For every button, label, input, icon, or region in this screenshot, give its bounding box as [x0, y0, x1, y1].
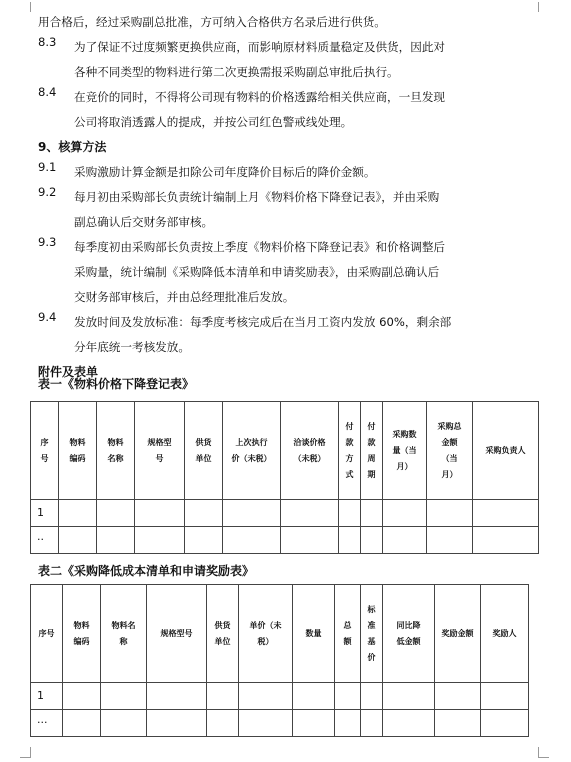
clause-number: 9.2 — [38, 185, 57, 199]
table-cell[interactable] — [361, 527, 383, 554]
table-row — [31, 710, 529, 737]
table-row — [31, 683, 529, 710]
column-header: 洽谈价格 （未税） — [281, 402, 339, 500]
clause-number: 9.1 — [38, 160, 57, 174]
clause-9-1 — [38, 160, 538, 185]
table-cell[interactable] — [293, 683, 335, 710]
table-cell[interactable] — [383, 710, 435, 737]
page-corner-mark — [538, 2, 549, 12]
table-title: 表一《物料价格下降登记表》 — [38, 377, 195, 391]
table-cell[interactable] — [97, 527, 135, 554]
clause-text: 为了保证不过度频繁更换供应商，而影响原材料质量稳定及供货，因此对 — [74, 40, 446, 54]
table-cell[interactable] — [135, 527, 185, 554]
column-header: 规格型 号 — [135, 402, 185, 500]
table-cell[interactable] — [207, 683, 239, 710]
column-header: 同比降 低金额 — [383, 585, 435, 683]
table-cell[interactable] — [339, 500, 361, 527]
column-header: 付 款 方 式 — [339, 402, 361, 500]
table-cell[interactable] — [147, 683, 207, 710]
column-header: 付 款 周 期 — [361, 402, 383, 500]
column-header: 采购数 量（当 月） — [383, 402, 427, 500]
clause-8-4 — [38, 85, 538, 135]
table-cell[interactable] — [383, 683, 435, 710]
attachments-heading: 附件及表单 — [38, 365, 99, 379]
table-header-row — [31, 585, 529, 683]
table-cell[interactable] — [473, 527, 539, 554]
clause-text: 采购量，统计编制《采购降低本清单和申请奖励表》，由采购副总确认后 — [74, 265, 440, 279]
table-cell[interactable] — [435, 683, 481, 710]
table-cell[interactable] — [281, 500, 339, 527]
table-cell[interactable] — [135, 500, 185, 527]
row-number-cell[interactable]: ·· — [31, 527, 59, 554]
column-header: 总 额 — [335, 585, 361, 683]
column-header: 单价（未 税） — [239, 585, 293, 683]
clause-number: 8.4 — [38, 85, 57, 99]
table-cell[interactable] — [59, 500, 97, 527]
table-cell[interactable] — [207, 710, 239, 737]
row-number-cell[interactable]: ··· — [31, 710, 63, 737]
clause-text: 分年底统一考核发放。 — [74, 340, 190, 354]
table-cell[interactable] — [383, 527, 427, 554]
table-cell[interactable] — [101, 710, 147, 737]
clause-text: 公司将取消透露人的提成，并按公司红色警戒线处理。 — [74, 115, 353, 129]
column-header: 上次执行 价（未税） — [223, 402, 281, 500]
table-cell[interactable] — [63, 683, 101, 710]
clause-text: 发放时间及发放标准：每季度考核完成后在当月工资内发放 60%，剩余部 — [74, 315, 452, 329]
clause-text: 每季度初由采购部长负责按上季度《物料价格下降登记表》和价格调整后 — [74, 240, 446, 254]
table-cell[interactable] — [481, 683, 529, 710]
clause-number: 9.4 — [38, 310, 57, 324]
column-header: 供货 单位 — [207, 585, 239, 683]
page-corner-mark — [20, 747, 31, 758]
clause-9-2 — [38, 185, 538, 235]
clause-text: 在竞价的同时，不得将公司现有物料的价格透露给相关供应商，一旦发现 — [74, 90, 446, 104]
clause-text: 每月初由采购部长负责统计编制上月《物料价格下降登记表》，并由采购 — [74, 190, 440, 204]
cost-reduction-reward-table — [30, 584, 529, 737]
column-header: 序 号 — [31, 402, 59, 500]
column-header: 物料名 称 — [101, 585, 147, 683]
column-header: 物料 编码 — [63, 585, 101, 683]
table-row — [31, 527, 539, 554]
table-cell[interactable] — [335, 683, 361, 710]
row-number-cell[interactable]: 1 — [31, 500, 59, 527]
table-cell[interactable] — [185, 500, 223, 527]
clause-number: 8.3 — [38, 35, 57, 49]
table-cell[interactable] — [239, 710, 293, 737]
clause-9-4 — [38, 310, 538, 360]
clause-text: 各种不同类型的物料进行第二次更换需报采购副总审批后执行。 — [74, 65, 399, 79]
table-cell[interactable] — [223, 500, 281, 527]
table-cell[interactable] — [361, 500, 383, 527]
row-number-cell[interactable]: 1 — [31, 683, 63, 710]
clause-9-3 — [38, 235, 538, 310]
clause-text: 采购激励计算金额是扣除公司年度降价目标后的降价金额。 — [74, 165, 376, 179]
column-header: 数量 — [293, 585, 335, 683]
table-cell[interactable] — [335, 710, 361, 737]
column-header: 采购总 金额 （当 月） — [427, 402, 473, 500]
table-cell[interactable] — [63, 710, 101, 737]
table-cell[interactable] — [361, 710, 383, 737]
column-header: 奖励金额 — [435, 585, 481, 683]
column-header: 采购负责人 — [473, 402, 539, 500]
table-cell[interactable] — [59, 527, 97, 554]
paragraph-intro: 用合格后，经过采购副总批准，方可纳入合格供方名录后进行供货。 — [38, 15, 386, 29]
table-cell[interactable] — [361, 683, 383, 710]
table-cell[interactable] — [101, 683, 147, 710]
column-header: 供货 单位 — [185, 402, 223, 500]
section-heading: 9、核算方法 — [38, 140, 107, 154]
column-header: 物料 名称 — [97, 402, 135, 500]
table-cell[interactable] — [239, 683, 293, 710]
table-cell[interactable] — [281, 527, 339, 554]
document-body — [38, 10, 538, 385]
table-header-row — [31, 402, 539, 500]
page-corner-mark — [20, 2, 31, 12]
price-reduction-register-table — [30, 401, 539, 554]
table-cell[interactable] — [185, 527, 223, 554]
table-cell[interactable] — [473, 500, 539, 527]
page-corner-mark — [538, 747, 549, 758]
column-header: 序号 — [31, 585, 63, 683]
table-cell[interactable] — [427, 500, 473, 527]
table-cell[interactable] — [293, 710, 335, 737]
clause-8-3 — [38, 35, 538, 85]
table-cell[interactable] — [339, 527, 361, 554]
column-header: 规格型号 — [147, 585, 207, 683]
clause-text: 副总确认后交财务部审核。 — [74, 215, 214, 229]
table-cell[interactable] — [435, 710, 481, 737]
clause-text: 交财务部审核后，并由总经理批准后发放。 — [74, 290, 295, 304]
table-cell[interactable] — [147, 710, 207, 737]
column-header: 奖励人 — [481, 585, 529, 683]
column-header: 物料 编码 — [59, 402, 97, 500]
table-cell[interactable] — [223, 527, 281, 554]
table-title: 表二《采购降低成本清单和申请奖励表》 — [38, 564, 255, 578]
table-cell[interactable] — [427, 527, 473, 554]
column-header: 标 准 基 价 — [361, 585, 383, 683]
clause-number: 9.3 — [38, 235, 57, 249]
table-row — [31, 500, 539, 527]
table-cell[interactable] — [481, 710, 529, 737]
table-cell[interactable] — [97, 500, 135, 527]
table-cell[interactable] — [383, 500, 427, 527]
